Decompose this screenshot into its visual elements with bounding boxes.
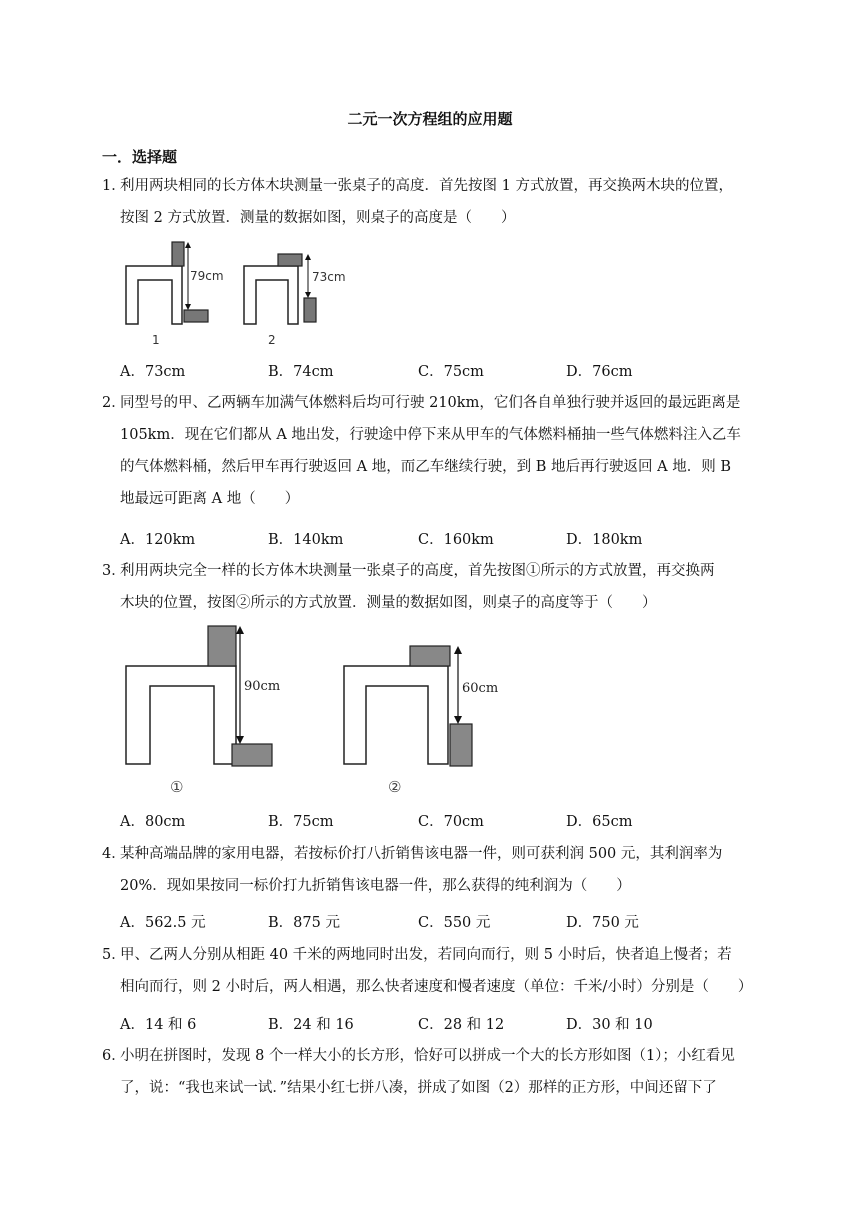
option-c[interactable]: C．160km <box>418 532 494 548</box>
option-d[interactable]: D．76cm <box>566 364 633 380</box>
question-text-line: 地最远可距离 A 地（ ） <box>120 491 300 507</box>
wood-block <box>208 626 236 666</box>
question-number: 4． <box>102 846 126 862</box>
question-text-line: 甲、乙两人分别从相距 40 千米的两地同时出发，若同向而行，则 5 小时后，快者追上慢者；若 <box>120 947 732 963</box>
option-b[interactable]: B．875 元 <box>268 915 340 931</box>
q1-figure-2 <box>244 254 346 347</box>
question-text-line: 按图 2 方式放置．测量的数据如图，则桌子的高度是（ ） <box>120 210 516 226</box>
page-title: 二元一次方程组的应用题 <box>347 110 513 128</box>
question-text-line: 了，说：“我也来试一试．”结果小红七拼八凑，拼成了如图（2）那样的正方形，中间还留下了 <box>120 1080 717 1096</box>
option-c[interactable]: C．550 元 <box>418 915 491 931</box>
q1-figure-1 <box>126 242 224 347</box>
question-text-line: 的气体燃料桶，然后甲车再行驶返回 A 地，而乙车继续行驶，到 B 地后再行驶返回 A 地．则 B <box>120 459 732 475</box>
question-text-line: 利用两块相同的长方体木块测量一张桌子的高度．首先按图 1 方式放置，再交换两木块的位置， <box>120 178 733 194</box>
question-number: 2． <box>102 395 126 411</box>
option-d[interactable]: D．750 元 <box>566 915 639 931</box>
wood-block <box>184 310 208 322</box>
wood-block <box>304 298 316 322</box>
option-b[interactable]: B．140km <box>268 532 344 548</box>
measure-label: 79cm <box>190 269 224 283</box>
question-text-line: 木块的位置，按图②所示的方式放置．测量的数据如图，则桌子的高度等于（ ） <box>120 595 657 611</box>
option-d[interactable]: D．180km <box>566 532 643 548</box>
q1-figure <box>118 236 358 352</box>
figure-label: 1 <box>152 333 160 347</box>
option-b[interactable]: B．75cm <box>268 814 334 830</box>
question-text-line: 同型号的甲、乙两辆车加满气体燃料后均可行驶 210km，它们各自单独行驶并返回的最远距离是 <box>120 395 741 411</box>
wood-block <box>232 744 272 766</box>
question-number: 5． <box>102 947 126 963</box>
option-a[interactable]: A．120km <box>120 532 196 548</box>
question-text-line: 20%．现如果按同一标价打九折销售该电器一件，那么获得的纯利润为（ ） <box>120 878 631 894</box>
option-c[interactable]: C．28 和 12 <box>418 1017 505 1033</box>
question-2 <box>102 387 770 515</box>
wood-block <box>410 646 450 666</box>
option-a[interactable]: A．14 和 6 <box>120 1017 197 1033</box>
option-d[interactable]: D．30 和 10 <box>566 1017 653 1033</box>
q3-figure-2 <box>344 646 498 796</box>
option-a[interactable]: A．73cm <box>120 364 186 380</box>
figure-label: ② <box>388 778 402 796</box>
measure-label: 73cm <box>312 270 346 284</box>
wood-block <box>172 242 184 266</box>
option-c[interactable]: C．70cm <box>418 814 484 830</box>
measure-label: 90cm <box>244 679 281 694</box>
question-5 <box>102 939 770 1003</box>
question-text-line: 利用两块完全一样的长方体木块测量一张桌子的高度，首先按图①所示的方式放置，再交换两 <box>120 563 715 579</box>
question-6 <box>102 1040 770 1104</box>
question-number: 6． <box>102 1048 126 1064</box>
wood-block <box>450 724 472 766</box>
question-4 <box>102 838 770 902</box>
question-text-line: 相向而行，则 2 小时后，两人相遇，那么快者速度和慢者速度（单位：千米/小时）分别是（ ） <box>120 979 753 995</box>
figure-label: 2 <box>268 333 276 347</box>
option-a[interactable]: A．562.5 元 <box>120 915 206 931</box>
question-text-line: 105km．现在它们都从 A 地出发，行驶途中停下来从甲车的气体燃料桶抽一些气体燃料注入乙车 <box>120 427 741 443</box>
option-d[interactable]: D．65cm <box>566 814 633 830</box>
q3-figure-1 <box>126 626 280 796</box>
question-3 <box>102 555 770 619</box>
question-1 <box>102 170 770 234</box>
wood-block <box>278 254 302 266</box>
question-number: 1． <box>102 178 126 194</box>
option-c[interactable]: C．75cm <box>418 364 484 380</box>
option-b[interactable]: B．74cm <box>268 364 334 380</box>
figure-label: ① <box>170 778 184 796</box>
question-number: 3． <box>102 563 126 579</box>
option-a[interactable]: A．80cm <box>120 814 186 830</box>
question-text-line: 小明在拼图时，发现 8 个一样大小的长方形，恰好可以拼成一个大的长方形如图（1）；小红看见 <box>120 1048 735 1064</box>
q3-figure <box>118 620 518 800</box>
question-text-line: 某种高端品牌的家用电器，若按标价打八折销售该电器一件，则可获利润 500 元，其利润率为 <box>120 846 723 862</box>
option-b[interactable]: B．24 和 16 <box>268 1017 354 1033</box>
section-heading: 一．选择题 <box>102 148 178 166</box>
measure-label: 60cm <box>462 681 499 696</box>
